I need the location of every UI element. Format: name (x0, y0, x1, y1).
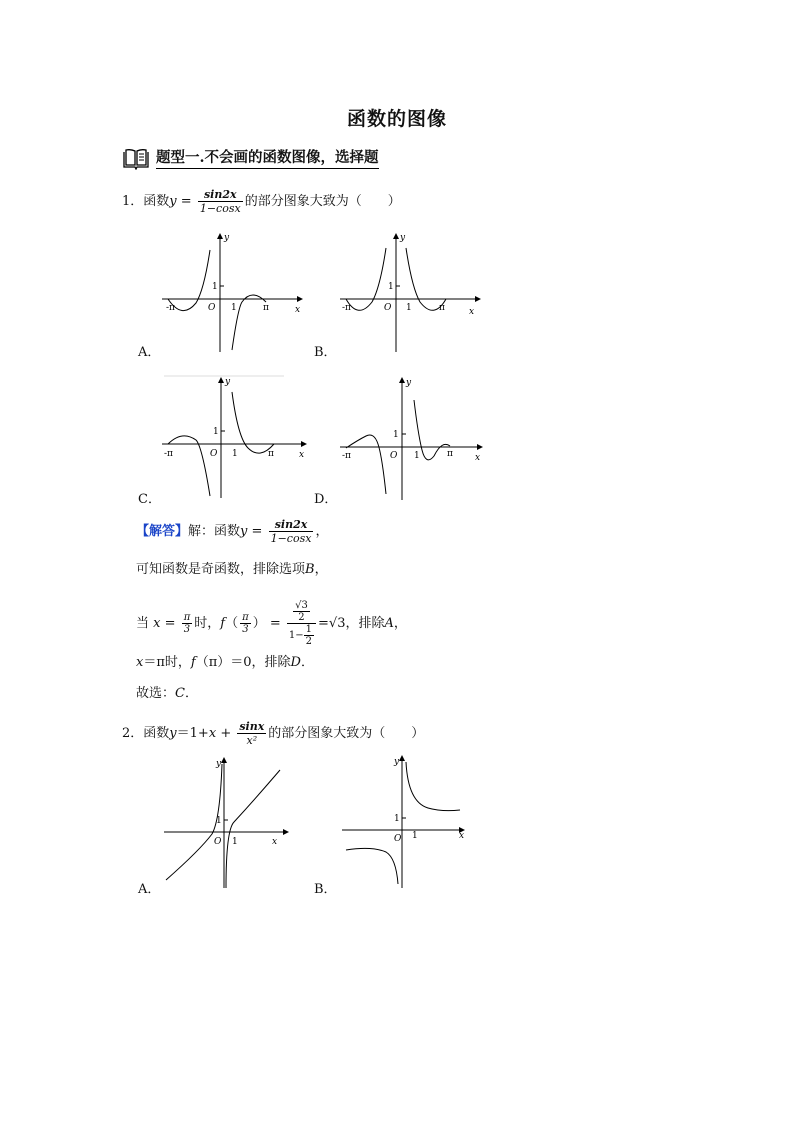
neg-pi-label: -π (342, 303, 351, 313)
origin-label: O (208, 303, 216, 313)
one-label-y: 1 (388, 282, 394, 292)
answer-f: f (220, 616, 226, 631)
one-label-x: 1 (412, 831, 418, 841)
q2-x: x (208, 726, 217, 741)
graph-1a (160, 228, 310, 354)
answer-eq: = (269, 616, 281, 631)
answer-text: ， (393, 616, 407, 631)
frac-num: π (183, 612, 191, 623)
frac-1-2 (304, 624, 314, 647)
y-label: y (216, 759, 222, 769)
origin-label: O (210, 449, 218, 459)
one-label-x: 1 (414, 451, 420, 461)
compound-den (287, 624, 316, 647)
answer-y: y (240, 524, 248, 539)
option-2b[interactable]: B． (314, 882, 337, 897)
origin-label: O (394, 834, 402, 844)
section-heading (122, 147, 379, 171)
curve (346, 435, 386, 494)
q2-prefix: 函数 (143, 726, 170, 741)
y-label: y (224, 233, 230, 243)
graph-1c (160, 372, 310, 500)
option-c[interactable]: C． (138, 492, 161, 507)
answer-option: B (305, 562, 315, 577)
one-label-y: 1 (394, 814, 400, 824)
q1-prefix: 函数 (143, 194, 170, 209)
one-label-y: 1 (212, 282, 218, 292)
one-label-y: 1 (216, 816, 222, 826)
paren: ） (252, 616, 266, 631)
answer-text: 故选： (136, 686, 176, 701)
paren: （ (225, 616, 239, 631)
q1-y: y (169, 194, 177, 209)
answer-text: 当 (136, 616, 150, 631)
frac-num: π (242, 612, 249, 623)
q2-fraction (237, 720, 266, 747)
option-b[interactable]: B． (314, 345, 337, 360)
curve (226, 770, 280, 888)
graph-2b (338, 754, 472, 890)
answer-text: ， (314, 562, 328, 577)
origin-label: O (384, 303, 392, 313)
x-label: x (272, 837, 278, 847)
one-label-y: 1 (393, 430, 399, 440)
answer-x: x (153, 616, 161, 631)
answer-text: （π）＝0，排除 (195, 655, 291, 670)
question-2 (122, 720, 424, 747)
frac-num: √3 (295, 600, 308, 611)
frac-den: 3 (183, 624, 191, 635)
option-a[interactable]: A． (138, 345, 161, 360)
q2-y: y (169, 726, 177, 741)
origin-label: O (390, 451, 398, 461)
answer-eq: = (251, 524, 263, 539)
curve (406, 762, 460, 811)
q2-plus: + (220, 726, 232, 741)
curve (406, 248, 446, 310)
answer-line-5 (136, 684, 198, 704)
fraction-pi-3 (240, 612, 251, 635)
curve (166, 764, 222, 880)
q1-fraction (198, 188, 243, 215)
one-label-x: 1 (231, 303, 237, 313)
x-label: x (295, 305, 301, 315)
answer-text: 时， (194, 616, 221, 631)
option-d[interactable]: D． (314, 492, 338, 507)
neg-pi-label: -π (164, 449, 173, 459)
q1-num: sin2x (198, 188, 243, 202)
pi-label: π (268, 449, 274, 459)
y-label: y (225, 377, 231, 387)
one-label-y: 1 (213, 427, 219, 437)
answer-tag: 【解答】 (136, 524, 189, 539)
answer-text: ＝π时， (143, 655, 191, 670)
frac-num: 1 (305, 624, 313, 635)
graph-1b (338, 228, 488, 354)
answer-line-3 (136, 600, 407, 647)
y-label: y (400, 233, 406, 243)
pi-label: π (439, 303, 445, 313)
q1-eq: = (180, 194, 192, 209)
one-label-x: 1 (232, 837, 238, 847)
graph-2a (160, 754, 300, 890)
neg-pi-label: -π (342, 451, 351, 461)
graph-1d (338, 374, 488, 502)
question-1 (122, 188, 401, 215)
answer-den: 1−cosx (270, 532, 312, 545)
frac-den: 2 (305, 636, 313, 647)
frac-den: 3 (242, 624, 249, 635)
curve (346, 248, 386, 310)
q1-den: 1−cosx (199, 202, 241, 215)
section-label: 题型一.不会画的函数图像，选择题 (156, 149, 379, 169)
x-label: x (475, 453, 481, 463)
answer-line-1 (136, 518, 328, 545)
answer-text: ． (300, 655, 314, 670)
q2-suffix: 的部分图象大致为（ ） (268, 726, 425, 741)
page-title: 函数的图像 (346, 108, 447, 130)
answer-x: x (136, 655, 144, 670)
y-label: y (406, 378, 412, 388)
curve (168, 250, 210, 311)
q2-mid: ＝1+ (176, 726, 209, 741)
one-label-x: 1 (232, 449, 238, 459)
answer-end: ， (315, 524, 329, 539)
origin-label: O (214, 837, 222, 847)
compound-fraction (287, 600, 316, 647)
neg-pi-label: -π (166, 303, 175, 313)
pi-label: π (263, 303, 269, 313)
x-label: x (299, 450, 305, 460)
x-label: x (469, 307, 475, 317)
answer-option: C (175, 686, 185, 701)
answer-num: sin2x (269, 518, 314, 532)
q2-number: 2． (122, 726, 144, 741)
one-label-x: 1 (406, 303, 412, 313)
answer-line-4 (136, 653, 314, 673)
x-label: x (459, 831, 465, 841)
book-icon (122, 148, 150, 170)
answer-text: 可知函数是奇函数，排除选项 (136, 562, 306, 577)
frac-den-text: 1− (288, 630, 304, 641)
fraction-pi-3 (182, 612, 193, 635)
frac-sqrt3-2 (293, 600, 310, 623)
answer-eq: = (164, 616, 176, 631)
compound-num (287, 600, 316, 624)
answer-f: f (190, 655, 196, 670)
answer-fraction (269, 518, 314, 545)
answer-option: A (384, 616, 394, 631)
q2-num: sinx (239, 720, 265, 733)
y-label: y (394, 757, 400, 767)
pi-label: π (447, 449, 453, 459)
curve (346, 848, 398, 884)
answer-line-2 (136, 560, 328, 580)
q2-den: x² (246, 734, 258, 747)
answer-text: 解：函数 (188, 524, 241, 539)
frac-den: 2 (298, 612, 305, 623)
curve (168, 436, 210, 496)
q1-number: 1． (122, 194, 144, 209)
answer-option: D (290, 655, 301, 670)
option-2a[interactable]: A． (138, 882, 161, 897)
curve (232, 295, 266, 350)
answer-text: =√3，排除 (318, 616, 385, 631)
q1-suffix: 的部分图象大致为（ ） (244, 194, 401, 209)
answer-text: ． (184, 686, 198, 701)
